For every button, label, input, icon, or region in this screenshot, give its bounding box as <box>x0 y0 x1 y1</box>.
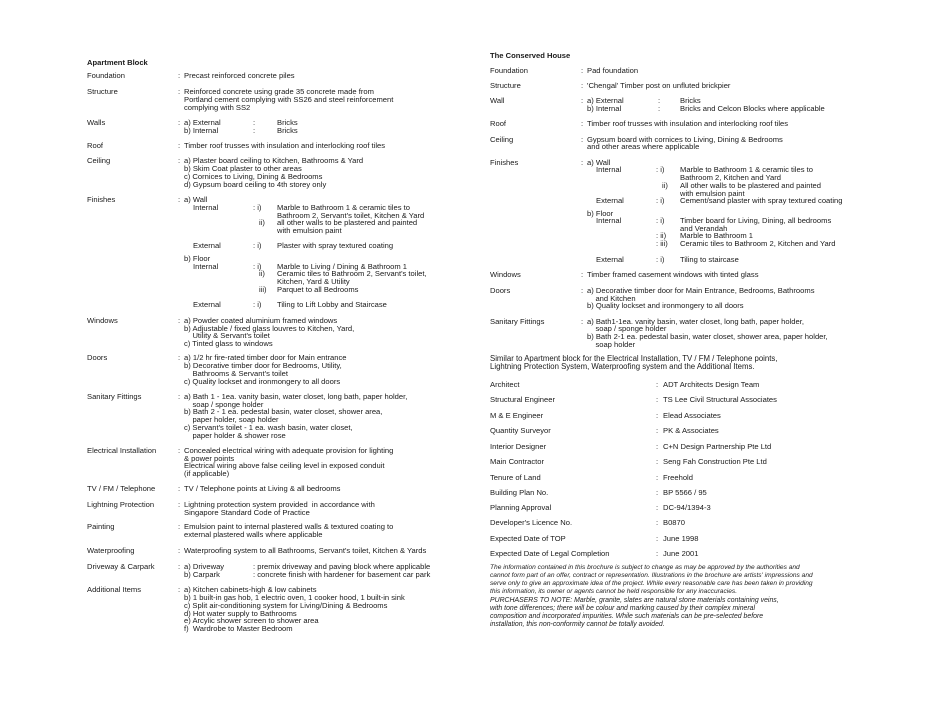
colon: : <box>656 457 659 466</box>
windows-label: Windows <box>87 316 118 325</box>
sanitary-line: a) Bath1-1ea. vanity basin, water closet, long bath, paper holder, <box>587 317 804 326</box>
windows-line: c) Tinted glass to windows <box>184 339 273 348</box>
colon: : <box>656 488 659 497</box>
colon: : <box>178 585 181 594</box>
structure-value: 'Chengal' Timber post on unfluted brickpier <box>587 81 731 90</box>
detail-value: June 2001 <box>663 549 699 558</box>
finishes-floor-label: b) Floor <box>587 209 614 218</box>
colon: : <box>178 316 181 325</box>
doors-line: a) 1/2 hr fire-rated timber door for Main entrance <box>184 353 347 362</box>
detail-label: Structural Engineer <box>490 395 556 404</box>
lightning-line: Lightning protection system provided in accordance with <box>184 500 375 509</box>
sanitary-line: b) Bath 2-1 ea. pedestal basin, water closet, shower area, paper holder, <box>587 332 828 341</box>
sanitary-line: paper holder & shower rose <box>184 431 286 440</box>
wall-internal-value: Bricks and Celcon Blocks where applicable <box>680 104 825 113</box>
detail-label: Quantity Surveyor <box>490 426 551 435</box>
colon: : <box>581 270 584 279</box>
finishes-wall-external: External <box>193 241 221 250</box>
driveway-label: Driveway & Carpark <box>87 562 155 571</box>
purchasers-line: with tone differences; there will be colour and marking caused by their complex mineral <box>490 605 756 612</box>
colon: : <box>178 500 181 509</box>
detail-value: B0870 <box>663 518 685 527</box>
detail-value: Seng Fah Construction Pte Ltd <box>663 457 767 466</box>
item-marker: ii) <box>259 218 265 227</box>
finish-line: and Verandah <box>680 224 728 233</box>
item-marker: : iii) <box>656 239 668 248</box>
colon: : <box>658 104 661 113</box>
walls-external-label: a) External <box>184 118 221 127</box>
finish-line: Bathroom 2, Servant's toilet, Kitchen & Yard <box>277 211 425 220</box>
structure-label: Structure <box>490 81 521 90</box>
detail-value: TS Lee Civil Structural Associates <box>663 395 777 404</box>
additional-line: a) Kitchen cabinets-high & low cabinets <box>184 585 317 594</box>
doors-label: Doors <box>490 286 511 295</box>
finish-line: with emulsion paint <box>680 189 745 198</box>
sanitary-label: Sanitary Fittings <box>87 392 142 401</box>
electrical-label: Electrical Installation <box>87 446 157 455</box>
finish-line: Marble to Living / Dining & Bathroom 1 <box>277 262 408 271</box>
item-marker: : i) <box>253 300 262 309</box>
finishes-wall-internal: Internal <box>596 165 622 174</box>
detail-label: Planning Approval <box>490 503 552 512</box>
roof-value: Timber roof trusses with insulation and interlocking roof tiles <box>184 141 386 150</box>
detail-value: Elead Associates <box>663 411 721 420</box>
finish-line: all other walls to be plastered and painted <box>277 218 418 227</box>
additional-line: e) Arcylic shower screen to shower area <box>184 616 319 625</box>
walls-label: Walls <box>87 118 106 127</box>
foundation-value: Pad foundation <box>587 66 639 75</box>
colon: : <box>656 411 659 420</box>
electrical-line: & power points <box>184 454 235 463</box>
detail-value: DC-94/1394-3 <box>663 503 711 512</box>
finish-line: Parquet to all Bedrooms <box>277 285 359 294</box>
detail-value: PK & Associates <box>663 426 719 435</box>
colon: : <box>178 156 181 165</box>
finishes-wall-internal: Internal <box>193 203 219 212</box>
colon: : <box>581 119 584 128</box>
colon: : <box>581 286 584 295</box>
finishes-floor-external: External <box>596 255 624 264</box>
detail-value: Freehold <box>663 473 693 482</box>
waterproofing-label: Waterproofing <box>87 546 135 555</box>
colon: : <box>581 96 584 105</box>
windows-value: Timber framed casement windows with tinted glass <box>587 270 759 279</box>
finish-line: Bathroom 2, Kitchen and Yard <box>680 173 782 182</box>
disclaimer-line: cannot form part of an offer, contract or representation. Illustrations in the brochure are artists' impressions and <box>490 572 813 579</box>
detail-value: ADT Architects Design Team <box>663 380 760 389</box>
structure-line: Portland cement complying with SS26 and steel reinforcement <box>184 95 394 104</box>
wall-label: Wall <box>490 96 505 105</box>
finish-line: Cement/sand plaster with spray textured coating <box>680 196 843 205</box>
colon: : <box>656 395 659 404</box>
colon: : <box>656 426 659 435</box>
finish-line: Ceramic tiles to Bathroom 2, Kitchen and Yard <box>680 239 836 248</box>
ceiling-line: Gypsum board with cornices to Living, Dining & Bedrooms <box>587 135 783 144</box>
purchasers-line: installation, this non-conformity cannot be totally avoided. <box>490 621 665 628</box>
finishes-floor-label: b) Floor <box>184 254 211 263</box>
section-heading: The Conserved House <box>490 51 571 60</box>
colon: : <box>581 317 584 326</box>
colon: : <box>178 353 181 362</box>
similar-note: Similar to Apartment block for the Electrical Installation, TV / FM / Telephone points, <box>490 354 778 363</box>
sanitary-line: a) Bath 1 - 1ea. vanity basin, water closet, long bath, paper holder, <box>184 392 408 401</box>
structure-label: Structure <box>87 87 118 96</box>
purchasers-line: PURCHASERS TO NOTE: Marble, granite, slates are natural stone materials containing veins, <box>490 597 779 604</box>
colon: : <box>656 380 659 389</box>
foundation-label: Foundation <box>490 66 528 75</box>
detail-label: Architect <box>490 380 520 389</box>
ceiling-line: c) Cornices to Living, Dining & Bedrooms <box>184 172 323 181</box>
doors-line: b) Quality lockset and ironmongery to all doors <box>587 301 744 310</box>
lightning-label: Lightning Protection <box>87 500 155 509</box>
colon: : <box>581 158 584 167</box>
structure-line: complying with SS2 <box>184 103 251 112</box>
sanitary-line: c) Servant's toilet - 1 ea. wash basin, water closet, <box>184 423 353 432</box>
finish-line: Ceramic tiles to Bathroom 2, Servant's toilet, <box>277 269 427 278</box>
tv-label: TV / FM / Telephone <box>87 484 156 493</box>
additional-line: d) Hot water supply to Bathrooms <box>184 609 297 618</box>
electrical-line: (if applicable) <box>184 469 230 478</box>
colon: : <box>581 66 584 75</box>
ceiling-line: and other areas where applicable <box>587 142 700 151</box>
finishes-label: Finishes <box>87 195 116 204</box>
colon: : <box>656 442 659 451</box>
finishes-label: Finishes <box>490 158 519 167</box>
sanitary-line: soap holder <box>587 340 636 349</box>
additional-line: f) Wardrobe to Master Bedroom <box>184 624 293 633</box>
detail-label: Developer's Licence No. <box>490 518 573 527</box>
sanitary-line: soap / sponge holder <box>184 400 264 409</box>
colon: : <box>658 96 661 105</box>
driveway-b-label: b) Carpark <box>184 570 220 579</box>
detail-label: M & E Engineer <box>490 411 544 420</box>
colon: : <box>656 518 659 527</box>
wall-external-value: Bricks <box>680 96 701 105</box>
ceiling-label: Ceiling <box>87 156 111 165</box>
item-marker: ii) <box>259 269 265 278</box>
foundation-label: Foundation <box>87 71 125 80</box>
sanitary-line: paper holder, soap holder <box>184 415 279 424</box>
item-marker: : i) <box>253 262 262 271</box>
colon: : <box>581 135 584 144</box>
colon: : <box>178 118 181 127</box>
detail-label: Interior Designer <box>490 442 547 451</box>
sanitary-label: Sanitary Fittings <box>490 317 545 326</box>
colon: : <box>178 546 181 555</box>
colon: : <box>178 195 181 204</box>
ceiling-line: d) Gypsum board ceiling to 4th storey only <box>184 180 327 189</box>
finish-line: Tiling to staircase <box>680 255 739 264</box>
sanitary-line: soap / sponge holder <box>587 324 667 333</box>
windows-line: Utility & Servant's toilet <box>184 331 270 340</box>
finishes-wall-label: a) Wall <box>587 158 611 167</box>
doors-label: Doors <box>87 353 108 362</box>
item-marker: : i) <box>656 165 665 174</box>
walls-external-value: Bricks <box>277 118 298 127</box>
item-marker: : i) <box>253 203 262 212</box>
wall-internal-label: b) Internal <box>587 104 622 113</box>
wall-external-label: a) External <box>587 96 624 105</box>
colon: : <box>178 141 181 150</box>
foundation-value: Precast reinforced concrete piles <box>184 71 295 80</box>
colon: : <box>178 392 181 401</box>
colon: : <box>178 87 181 96</box>
finish-line: Marble to Bathroom 1 & ceramic tiles to <box>680 165 813 174</box>
electrical-line: Concealed electrical wiring with adequate provision for lighting <box>184 446 394 455</box>
ceiling-line: a) Plaster board ceiling to Kitchen, Bathrooms & Yard <box>184 156 364 165</box>
disclaimer-line: this information, its owner or agents cannot be held responsible for any inaccuracies. <box>490 588 738 595</box>
painting-label: Painting <box>87 522 115 531</box>
roof-value: Timber roof trusses with insulation and interlocking roof tiles <box>587 119 789 128</box>
disclaimer-line: The information contained in this brochure is subject to change as may be approved by the authorities and <box>490 564 800 571</box>
finishes-floor-internal: Internal <box>596 216 622 225</box>
finish-line: Tiling to Lift Lobby and Staircase <box>277 300 387 309</box>
doors-line: b) Decorative timber door for Bedrooms, Utility, <box>184 361 342 370</box>
item-marker: iii) <box>259 285 267 294</box>
colon: : <box>178 71 181 80</box>
item-marker: : i) <box>656 196 665 205</box>
additional-label: Additional Items <box>87 585 142 594</box>
finish-line: Kitchen, Yard & Utility <box>277 277 350 286</box>
colon: : <box>178 522 181 531</box>
detail-label: Main Contractor <box>490 457 545 466</box>
windows-line: a) Powder coated aluminium framed windows <box>184 316 338 325</box>
colon: : <box>178 446 181 455</box>
additional-line: c) Split air-conditioning system for Living/Dining & Bedrooms <box>184 601 388 610</box>
doors-line: c) Quality lockset and ironmongery to all doors <box>184 377 341 386</box>
lightning-line: Singapore Standard Code of Practice <box>184 508 310 517</box>
finish-line: Marble to Bathroom 1 <box>680 231 754 240</box>
detail-label: Tenure of Land <box>490 473 541 482</box>
driveway-b-value: : concrete finish with hardener for basement car park <box>253 570 431 579</box>
doors-line: Bathrooms & Servant's toilet <box>184 369 289 378</box>
detail-value: June 1998 <box>663 534 699 543</box>
colon: : <box>581 81 584 90</box>
painting-line: external plastered walls where applicable <box>184 530 323 539</box>
driveway-a-label: a) Driveway <box>184 562 225 571</box>
finishes-floor-internal: Internal <box>193 262 219 271</box>
doors-line: a) Decorative timber door for Main Entrance, Bedrooms, Bathrooms <box>587 286 815 295</box>
finishes-wall-label: a) Wall <box>184 195 208 204</box>
finishes-floor-external: External <box>193 300 221 309</box>
detail-value: BP 5566 / 95 <box>663 488 707 497</box>
item-marker: : i) <box>656 216 665 225</box>
item-marker: : i) <box>656 255 665 264</box>
electrical-line: Electrical wiring above false ceiling level in exposed conduit <box>184 461 385 470</box>
colon: : <box>656 549 659 558</box>
doors-line: and Kitchen <box>587 294 636 303</box>
detail-value: C+N Design Partnership Pte Ltd <box>663 442 772 451</box>
colon: : <box>656 534 659 543</box>
roof-label: Roof <box>490 119 507 128</box>
driveway-a-value: : premix driveway and paving block where applicable <box>253 562 431 571</box>
detail-label: Expected Date of Legal Completion <box>490 549 610 558</box>
tv-value: TV / Telephone points at Living & all bedrooms <box>184 484 341 493</box>
detail-label: Expected Date of TOP <box>490 534 566 543</box>
detail-label: Building Plan No. <box>490 488 549 497</box>
sanitary-line: b) Bath 2 - 1 ea. pedestal basin, water closet, shower area, <box>184 407 383 416</box>
roof-label: Roof <box>87 141 104 150</box>
colon: : <box>253 126 256 135</box>
similar-note: Lightning Protection System, Waterproofing system and the Additional Items. <box>490 362 755 371</box>
windows-label: Windows <box>490 270 521 279</box>
finish-line: Plaster with spray textured coating <box>277 241 394 250</box>
walls-internal-value: Bricks <box>277 126 298 135</box>
finishes-wall-external: External <box>596 196 624 205</box>
item-marker: : i) <box>253 241 262 250</box>
disclaimer-line: serve only to give an approximate idea of the project. While every reasonable care has been taken in providing <box>490 580 813 587</box>
ceiling-line: b) Skim Coat plaster to other areas <box>184 164 302 173</box>
walls-internal-label: b) Internal <box>184 126 219 135</box>
colon: : <box>656 473 659 482</box>
colon: : <box>178 562 181 571</box>
structure-line: Reinforced concrete using grade 35 concrete made from <box>184 87 374 96</box>
additional-line: b) 1 built-in gas hob, 1 electric oven, 1 cooker hood, 1 built-in sink <box>184 593 405 602</box>
finish-line: with emulsion paint <box>277 226 342 235</box>
finish-line: Marble to Bathroom 1 & ceramic tiles to <box>277 203 410 212</box>
colon: : <box>178 484 181 493</box>
painting-line: Emulsion paint to internal plastered walls & textured coating to <box>184 522 394 531</box>
ceiling-label: Ceiling <box>490 135 514 144</box>
section-heading: Apartment Block <box>87 58 148 67</box>
colon: : <box>253 118 256 127</box>
finish-line: All other walls to be plastered and painted <box>680 181 821 190</box>
waterproofing-value: Waterproofing system to all Bathrooms, Servant's toilet, Kitchen & Yards <box>184 546 427 555</box>
windows-line: b) Adjustable / fixed glass louvres to Kitchen, Yard, <box>184 324 355 333</box>
colon: : <box>656 503 659 512</box>
finish-line: Timber board for Living, Dining, all bedrooms <box>680 216 832 225</box>
item-marker: : ii) <box>656 231 667 240</box>
item-marker: ii) <box>662 181 668 190</box>
purchasers-line: composition and incorporated impurities. While such materials can be pre-selected before <box>490 613 764 620</box>
